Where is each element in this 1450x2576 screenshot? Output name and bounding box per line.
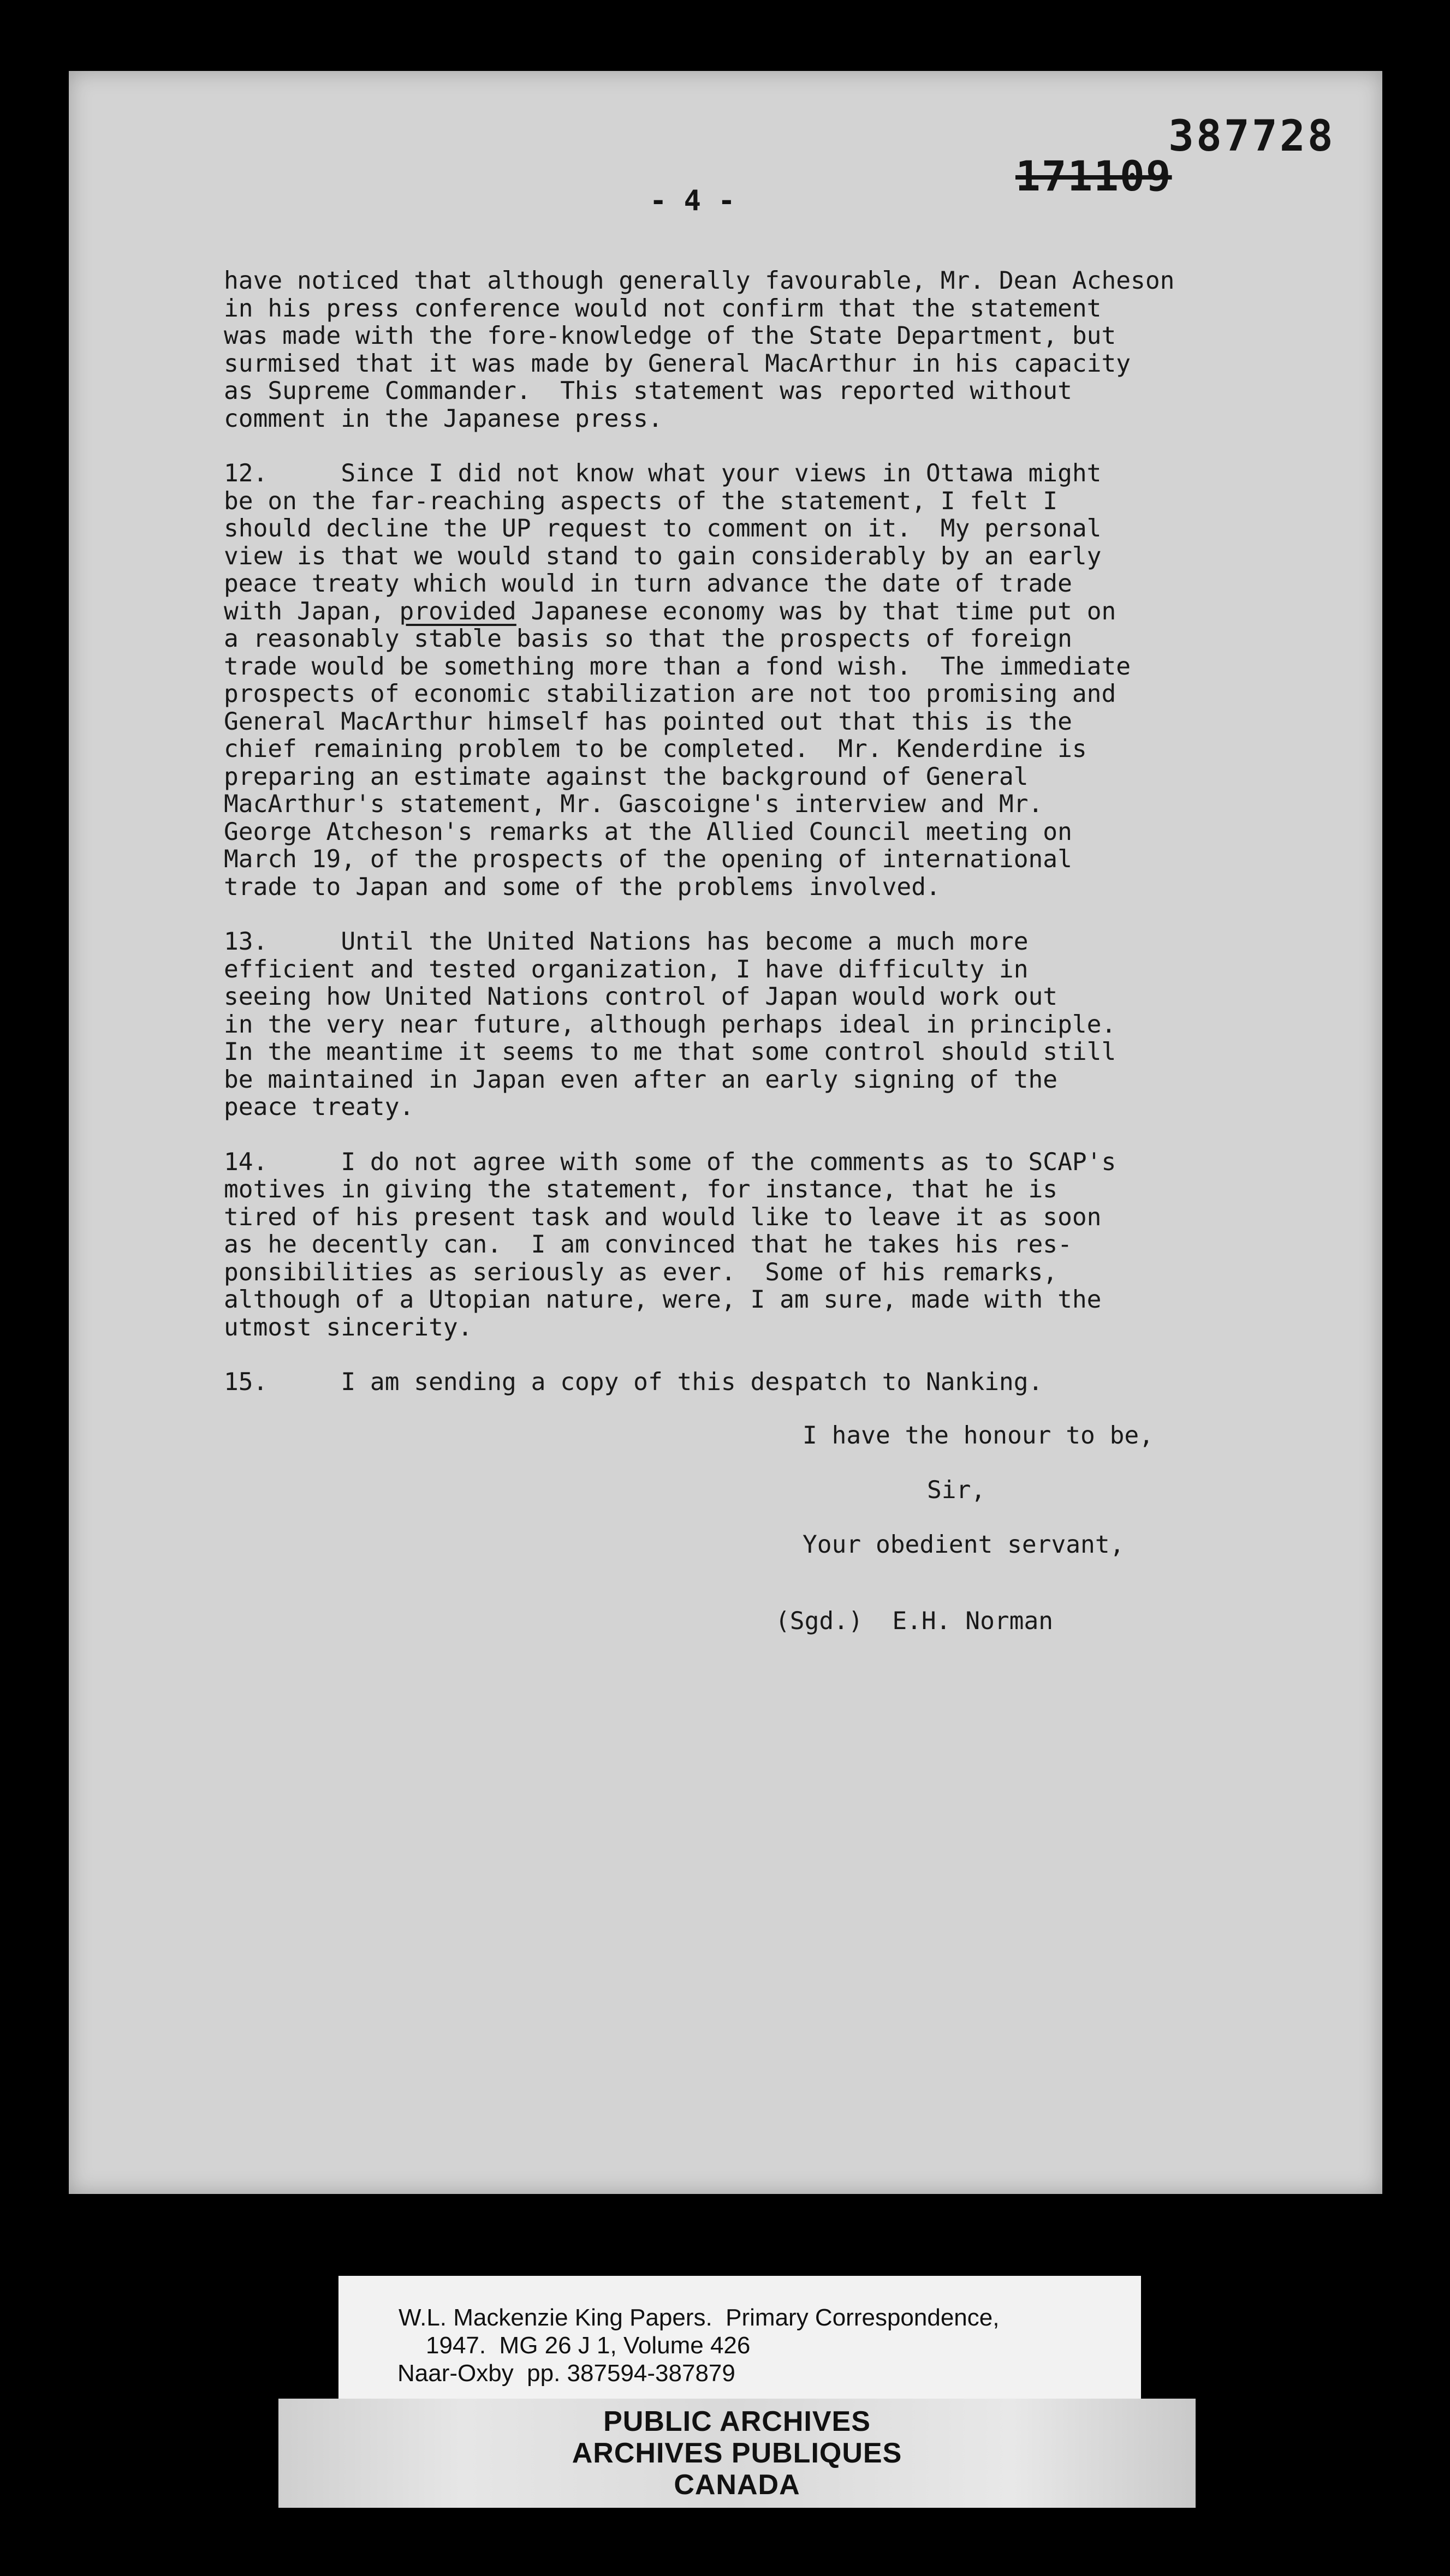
text-line: trade would be something more than a fond wish. The immediate (224, 652, 1131, 681)
paragraph (224, 267, 1327, 433)
text-line: ponsibilities as seriously as ever. Some of his remarks, (224, 1258, 1058, 1286)
text-line: in his press conference would not confirm that the statement (224, 294, 1102, 323)
text-line: although of a Utopian nature, were, I am sure, made with the (224, 1286, 1102, 1314)
text-line: as he decently can. I am convinced that he takes his res- (224, 1231, 1072, 1259)
paragraph (224, 1369, 1327, 1397)
closing-honour: I have the honour to be, (803, 1422, 1154, 1450)
page-number: - 4 - (650, 184, 735, 217)
paragraph (224, 928, 1327, 1122)
text-line: with Japan, provided Japanese economy was by that time put on (224, 597, 1116, 625)
text-line: utmost sincerity. (224, 1313, 473, 1341)
text-line: prospects of economic stabilization are not too promising and (224, 680, 1116, 708)
archive-label-line2: 1947. MG 26 J 1, Volume 426 (426, 2332, 751, 2359)
archive-stamp (278, 2399, 1196, 2508)
stamp-line1: PUBLIC ARCHIVES (603, 2406, 871, 2437)
closing-sir: Sir, (927, 1476, 986, 1504)
text-line: comment in the Japanese press. (224, 404, 663, 433)
letter-body (224, 267, 1327, 1424)
text-line: March 19, of the prospects of the opening of international (224, 845, 1072, 873)
text-line: trade to Japan and some of the problems involved. (224, 873, 941, 901)
text-line: In the meantime it seems to me that some control should still (224, 1038, 1116, 1066)
text-line: have noticed that although generally favourable, Mr. Dean Acheson (224, 267, 1175, 295)
text-line: chief remaining problem to be completed. Mr. Kenderdine is (224, 735, 1087, 763)
text-line: preparing an estimate against the background of General (224, 762, 1029, 791)
text-line: George Atcheson's remarks at the Allied Council meeting on (224, 818, 1072, 846)
paragraph (224, 1149, 1327, 1342)
text-line: view is that we would stand to gain considerably by an early (224, 542, 1102, 570)
archive-number: 387728 (1168, 112, 1335, 161)
text-line: efficient and tested organization, I have difficulty in (224, 955, 1029, 983)
archive-label-line3: Naar-Oxby pp. 387594-387879 (397, 2360, 735, 2387)
archive-label (338, 2276, 1141, 2401)
closing-servant: Your obedient servant, (803, 1531, 1125, 1559)
text-line: motives in giving the statement, for instance, that he is (224, 1176, 1058, 1203)
stamp-line3: CANADA (674, 2469, 800, 2501)
text-line: tired of his present task and would like to leave it as soon (224, 1203, 1102, 1231)
text-line: MacArthur's statement, Mr. Gascoigne's interview and Mr. (224, 790, 1043, 818)
text-line: 14. I do not agree with some of the comments as to SCAP's (224, 1148, 1116, 1176)
text-line: 12. Since I did not know what your views in Ottawa might (224, 460, 1102, 487)
text-line: peace treaty which would in turn advance the date of trade (224, 570, 1072, 598)
letter-closing (775, 1422, 1154, 1635)
archive-label-line1: W.L. Mackenzie King Papers. Primary Correspondence, (399, 2304, 1000, 2331)
text-line: in the very near future, although perhaps ideal in principle. (224, 1010, 1116, 1039)
text-line: seeing how United Nations control of Japan would work out (224, 983, 1058, 1011)
text-line: was made with the fore-knowledge of the State Department, but (224, 322, 1116, 350)
stamp-line2: ARCHIVES PUBLIQUES (572, 2437, 902, 2469)
text-line: 13. Until the United Nations has become a much more (224, 928, 1029, 956)
text-line: 15. I am sending a copy of this despatch to Nanking. (224, 1368, 1043, 1396)
text-line: surmised that it was made by General MacArthur in his capacity (224, 349, 1131, 378)
text-line: be on the far-reaching aspects of the statement, I felt I (224, 487, 1058, 515)
text-line: should decline the UP request to comment on it. My personal (224, 515, 1102, 542)
text-line: a reasonably stable basis so that the prospects of foreign (224, 625, 1072, 653)
text-line: as Supreme Commander. This statement was reported without (224, 377, 1072, 405)
old-number-struck: 171109 (1015, 152, 1172, 200)
text-line: General MacArthur himself has pointed out that this is the (224, 707, 1072, 736)
underlined-word: provided (399, 597, 516, 625)
signature: (Sgd.) E.H. Norman (775, 1607, 1054, 1635)
text-line: be maintained in Japan even after an early signing of the (224, 1065, 1058, 1094)
text-line: peace treaty. (224, 1093, 414, 1121)
paragraph (224, 460, 1327, 901)
